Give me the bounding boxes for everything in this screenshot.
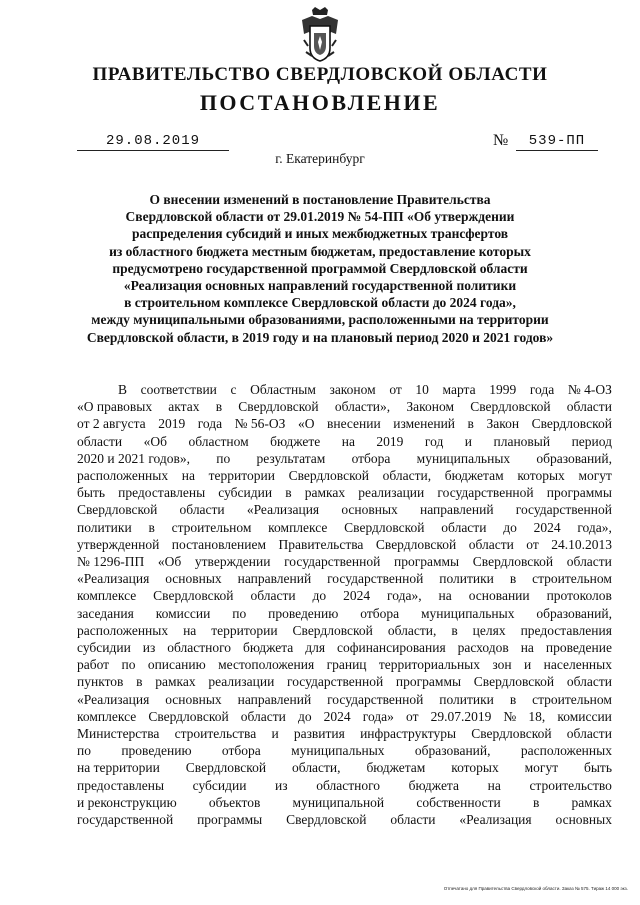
body-word: Свердловской	[148, 708, 229, 724]
body-word: субсидии	[218, 485, 273, 501]
body-word: муниципальных	[421, 605, 515, 621]
body-word: которых	[517, 468, 565, 484]
body-word: в	[467, 416, 474, 432]
body-word: на	[487, 777, 501, 793]
body-word: комиссии	[557, 708, 612, 724]
body-word: по	[77, 743, 91, 759]
body-word: области	[240, 708, 286, 724]
body-word: рамках	[304, 485, 346, 501]
title-line: Свердловской области от 29.01.2019 № 54-ПП «Об утверждении	[125, 209, 515, 225]
body-line	[77, 742, 612, 759]
body-word: актах	[168, 399, 200, 415]
body-line	[77, 398, 612, 415]
body-word: 2024	[323, 708, 351, 724]
title-line: Свердловской области, в 2019 году и на плановый период 2020 и 2021 годов»	[86, 329, 554, 345]
body-word: области	[77, 433, 123, 449]
body-word: Свердловской	[185, 760, 267, 776]
body-word: образований,	[536, 450, 612, 466]
body-word: и реконструкцию	[77, 794, 177, 810]
body-word: года	[197, 416, 223, 432]
body-word: строительном	[532, 691, 612, 707]
body-word: работ	[77, 657, 110, 673]
body-word: «Об	[143, 433, 167, 449]
body-word: расположенных	[77, 468, 169, 484]
body-word: результатам	[256, 450, 326, 466]
body-word: Закон	[486, 416, 520, 432]
body-word: развития	[293, 726, 345, 742]
body-line	[77, 811, 612, 828]
body-word: Свердловской	[292, 622, 373, 638]
body-word: 2019	[376, 433, 404, 449]
body-line	[77, 450, 612, 467]
body-word: 2019	[158, 416, 186, 432]
body-line	[77, 759, 612, 776]
body-word: 18,	[528, 708, 546, 724]
body-word: «О правовых	[77, 399, 153, 415]
body-word: 24.10.2013	[551, 536, 612, 552]
body-line	[77, 777, 612, 794]
body-word: реализации	[208, 674, 275, 690]
body-line	[77, 501, 612, 518]
body-word: области	[566, 554, 612, 570]
body-line	[77, 570, 612, 587]
body-line	[77, 794, 612, 811]
body-word: по	[216, 450, 231, 466]
body-line	[77, 467, 612, 484]
body-word: рамках	[571, 794, 612, 810]
body-word: Свердловской	[375, 536, 457, 552]
body-word: отбора	[221, 743, 261, 759]
body-word: и	[524, 657, 532, 673]
body-word: отбора	[360, 605, 400, 621]
body-word: до	[503, 519, 517, 535]
body-word: № 56-ОЗ	[234, 416, 286, 432]
body-word: 2024	[533, 519, 561, 535]
body-word: проведению	[121, 743, 192, 759]
body-line	[77, 381, 612, 398]
body-word: строительство	[529, 777, 612, 793]
document-date: 29.08.2019	[77, 133, 229, 151]
government-name: ПРАВИТЕЛЬСТВО СВЕРДЛОВСКОЙ ОБЛАСТИ	[92, 64, 548, 85]
body-word: Законом	[406, 399, 454, 415]
body-word: В	[118, 382, 128, 397]
body-word: на	[341, 433, 355, 449]
body-line	[77, 484, 612, 501]
body-word: Свердловской	[77, 502, 158, 518]
body-word: 2020 и 2021 годов»,	[77, 450, 191, 466]
body-line	[77, 622, 612, 639]
body-word: Свердловской	[344, 519, 425, 535]
body-line	[77, 708, 612, 725]
body-word: Свердловской	[472, 554, 554, 570]
body-word: в	[285, 485, 292, 501]
body-line	[77, 553, 612, 570]
body-word: программы	[197, 812, 263, 828]
body-line	[77, 639, 612, 656]
body-word: могут	[578, 468, 612, 484]
body-word: в	[451, 622, 458, 638]
body-word: пунктов	[77, 674, 124, 690]
body-word: и	[464, 433, 473, 449]
body-word: образований,	[414, 743, 491, 759]
document-title	[70, 191, 570, 346]
body-word: в	[215, 399, 223, 415]
body-line	[77, 433, 612, 450]
body-word: области	[250, 588, 296, 604]
body-word: Свердловской	[288, 468, 369, 484]
body-line	[77, 587, 612, 604]
body-word: софинансирования	[336, 640, 446, 656]
body-word: области	[441, 519, 487, 535]
body-word: целях	[472, 622, 506, 638]
body-word: заседания	[77, 605, 134, 621]
body-word: бюджета	[242, 640, 294, 656]
body-word: строительном	[532, 571, 612, 587]
body-word: направлений	[237, 691, 312, 707]
document-body	[77, 381, 612, 828]
body-word: предоставления	[520, 622, 612, 638]
body-word: быть	[583, 760, 612, 776]
body-word: государственной	[515, 502, 612, 518]
body-word: Свердловской	[153, 588, 234, 604]
body-word: области	[566, 399, 612, 415]
body-word: государственной	[287, 674, 384, 690]
body-line	[77, 725, 612, 742]
body-word: основных	[165, 691, 222, 707]
body-word: по	[232, 605, 247, 621]
body-line	[77, 519, 612, 536]
body-word: на	[183, 622, 197, 638]
body-word: из	[142, 640, 156, 656]
body-word: на	[520, 640, 534, 656]
body-line	[77, 415, 612, 432]
body-word: Свердловской	[531, 416, 612, 432]
body-word: могут	[524, 760, 559, 776]
body-word: законом	[329, 382, 376, 397]
body-word: политики	[439, 571, 494, 587]
body-word: «О	[297, 416, 315, 432]
body-word: границ	[326, 657, 367, 673]
title-line: из областного бюджета местным бюджетам, предоставление которых	[109, 243, 531, 259]
body-line	[77, 605, 612, 622]
body-word: основных	[341, 502, 398, 518]
body-word: государственной	[77, 812, 174, 828]
title-line: распределения субсидий и иных межбюджетных трансфертов	[131, 226, 509, 242]
body-word: до	[312, 588, 327, 604]
body-word: политики	[77, 519, 132, 535]
body-word: расположенных	[520, 743, 612, 759]
body-word: марта	[442, 382, 476, 397]
body-word: инфраструктуры	[360, 726, 457, 742]
body-word: программы	[546, 485, 612, 501]
body-word: на территории	[77, 760, 160, 776]
body-word: областном	[188, 433, 249, 449]
body-line	[77, 536, 612, 553]
body-word: бюджетам	[366, 760, 426, 776]
body-word: собственности	[416, 794, 501, 810]
document-number: 539-ПП	[516, 133, 598, 151]
body-word: местоположения	[218, 657, 315, 673]
body-word: от 2 августа	[77, 416, 146, 432]
body-word: области	[390, 812, 436, 828]
body-word: на	[438, 588, 452, 604]
body-word: утверждении	[194, 554, 271, 570]
body-word: года	[529, 382, 555, 397]
body-word: № 4-ОЗ	[567, 382, 612, 397]
body-word: Правительства	[278, 536, 364, 552]
body-word: проведение	[545, 640, 612, 656]
body-word: населенных	[543, 657, 612, 673]
body-word: быть	[77, 485, 105, 501]
body-word: политики	[439, 691, 494, 707]
print-footer: Отпечатано для Правительства Свердловской области. Заказ № 575. Тираж 14 000 экз.	[443, 886, 628, 891]
body-word: соответствии	[140, 382, 217, 397]
body-word: области	[179, 502, 225, 518]
body-word: области	[468, 536, 514, 552]
body-word: муниципальных	[416, 450, 511, 466]
number-sign: №	[493, 132, 509, 149]
body-word: государственной	[327, 691, 424, 707]
body-word: расположенных	[77, 622, 169, 638]
body-word: 29.07.2019	[430, 708, 492, 724]
body-word: протоколов	[546, 588, 612, 604]
body-word: до	[297, 708, 312, 724]
body-word: Свердловской	[471, 726, 552, 742]
body-word: комплексе	[77, 708, 137, 724]
body-word: программы	[393, 554, 460, 570]
body-word: комиссии	[155, 605, 211, 621]
body-line	[77, 673, 612, 690]
body-word: Свердловской	[286, 812, 367, 828]
body-word: года»,	[577, 519, 612, 535]
body-word: на	[181, 468, 195, 484]
body-word: «Об	[157, 554, 182, 570]
body-word: постановлением	[171, 536, 267, 552]
body-word: в	[136, 674, 143, 690]
body-word: от	[389, 382, 402, 397]
body-line	[77, 656, 612, 673]
body-word: в	[509, 691, 517, 707]
title-line: в строительном комплексе Свердловской области до 2024 года»,	[124, 295, 516, 311]
body-word: 10	[415, 382, 429, 397]
body-word: объектов	[208, 794, 261, 810]
body-word: № 1296-ПП	[77, 554, 145, 570]
body-word: изменений	[393, 416, 456, 432]
body-word: муниципальной	[292, 794, 385, 810]
body-word: предоставлены	[118, 485, 206, 501]
body-word: Министерства	[77, 726, 160, 742]
title-line: «Реализация основных направлений государственной политики	[123, 278, 517, 294]
body-word: комплексе	[268, 519, 328, 535]
body-word: описанию	[147, 657, 206, 673]
body-word: области,	[382, 468, 432, 484]
body-word: государственной	[327, 571, 424, 587]
body-word: 1999	[489, 382, 517, 397]
body-word: государственной	[437, 485, 534, 501]
body-word: бюджета	[408, 777, 459, 793]
body-word: утвержденной	[77, 536, 160, 552]
body-word: области»,	[334, 399, 391, 415]
body-word: в	[509, 571, 517, 587]
body-word: области,	[292, 760, 341, 776]
body-word: строительства	[174, 726, 257, 742]
body-word: субсидии	[77, 640, 131, 656]
body-word: «Реализация	[77, 571, 150, 587]
body-word: бюджете	[270, 433, 321, 449]
body-word: основании	[468, 588, 530, 604]
body-word: для	[305, 640, 326, 656]
body-word: области	[566, 726, 612, 742]
title-line: между муниципальными образованиями, расположенными на территории	[91, 312, 549, 328]
title-line: О внесении изменений в постановление Правительства	[149, 192, 491, 207]
body-word: строительном	[171, 519, 252, 535]
body-word: внесении	[326, 416, 381, 432]
body-word: от	[526, 536, 539, 552]
body-word: областного	[167, 640, 232, 656]
body-word: программы	[395, 674, 462, 690]
body-word: муниципальных	[291, 743, 385, 759]
body-word: областного	[316, 777, 381, 793]
body-word: года»,	[387, 588, 422, 604]
body-word: Свердловской	[238, 399, 319, 415]
body-word: из	[275, 777, 288, 793]
title-line: предусмотрено государственной программой Свердловской области	[112, 260, 528, 276]
body-word: области	[566, 674, 612, 690]
city: г. Екатеринбург	[275, 151, 365, 166]
body-word: рамках	[155, 674, 196, 690]
body-word: образований,	[536, 605, 612, 621]
body-word: комплексе	[77, 588, 137, 604]
body-word: государственной	[284, 554, 381, 570]
body-word: отбора	[351, 450, 391, 466]
body-word: основных	[555, 812, 612, 828]
body-word: «Реализация	[246, 502, 320, 518]
body-word: и	[271, 726, 279, 742]
body-word: предоставлены	[77, 777, 165, 793]
body-word: Свердловской	[473, 674, 555, 690]
body-word: №	[503, 708, 517, 724]
document-type: ПОСТАНОВЛЕНИЕ	[199, 90, 441, 115]
body-word: год	[424, 433, 444, 449]
body-word: области,	[387, 622, 437, 638]
body-word: субсидии	[192, 777, 247, 793]
body-word: 2024	[343, 588, 371, 604]
coat-of-arms-icon	[298, 6, 342, 64]
body-word: зон	[492, 657, 512, 673]
body-word: основных	[165, 571, 222, 587]
body-word: с	[230, 382, 237, 397]
body-word: направлений	[419, 502, 494, 518]
body-word: плановый	[493, 433, 551, 449]
body-word: Свердловской	[470, 399, 551, 415]
body-word: «Реализация	[77, 691, 150, 707]
body-word: которых	[451, 760, 499, 776]
body-word: «Реализация	[459, 812, 532, 828]
body-word: расходов	[457, 640, 509, 656]
body-word: территории	[211, 622, 278, 638]
body-word: от	[406, 708, 419, 724]
body-word: проведению	[268, 605, 339, 621]
body-line	[77, 691, 612, 708]
body-word: Областным	[250, 382, 316, 397]
body-word: период	[571, 433, 612, 449]
body-word: территории	[208, 468, 275, 484]
body-word: территориальных	[378, 657, 481, 673]
body-word: в	[148, 519, 155, 535]
body-word: реализации	[358, 485, 425, 501]
body-word: года»	[362, 708, 394, 724]
body-word: по	[121, 657, 136, 673]
body-word: направлений	[237, 571, 312, 587]
body-word: в	[532, 794, 540, 810]
body-word: бюджетам	[444, 468, 504, 484]
